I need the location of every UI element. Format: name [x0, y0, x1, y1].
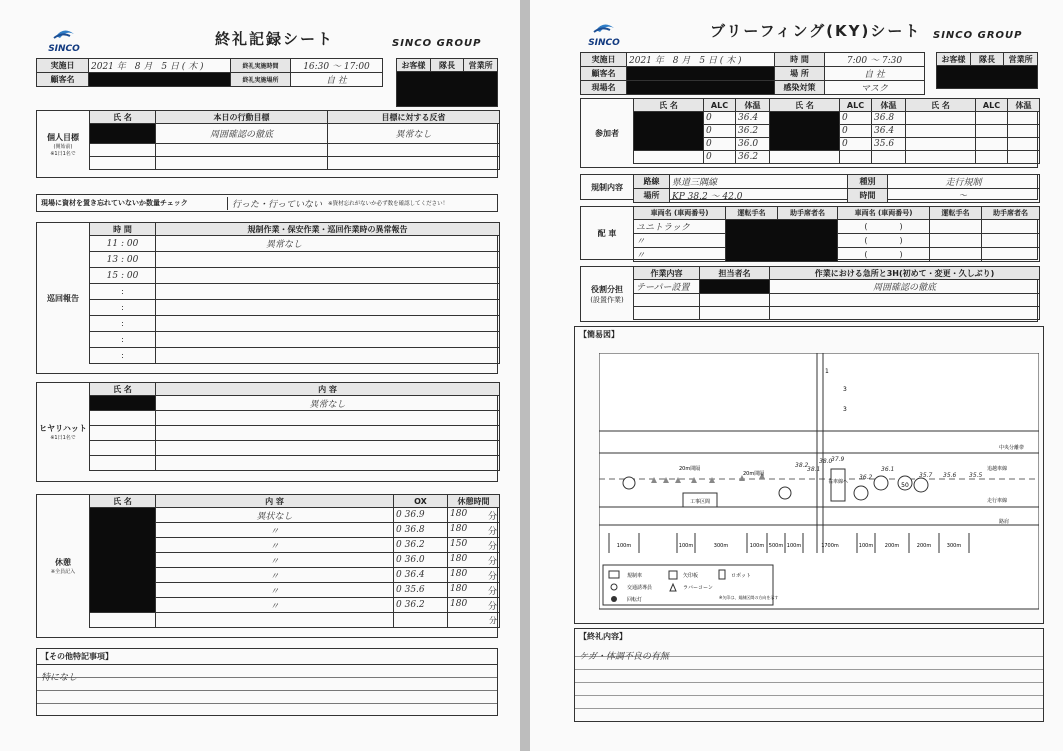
approval-leader: 隊長 — [970, 53, 1004, 66]
rest-time: 180 分 — [448, 553, 500, 568]
temp-value: 36.8 — [872, 112, 906, 125]
date-label: 実施日 — [581, 53, 627, 67]
vehicle-number: ( ) — [838, 248, 930, 262]
col-name: 氏 名 — [770, 99, 840, 112]
rest-content: 異状なし — [156, 508, 394, 523]
approval-leader: 隊長 — [430, 59, 464, 72]
attendees-table — [633, 98, 1040, 164]
group-name: SINCO GROUP — [933, 30, 1023, 41]
attendees-label: 参加者 — [595, 128, 619, 138]
col-vehicle: 車両名 (車両番号) — [634, 207, 726, 220]
temp-value: 36.2 — [736, 151, 770, 164]
patrol-time: : — [90, 300, 156, 316]
place-label: 場 所 — [775, 67, 825, 81]
road-diagram — [599, 353, 1039, 619]
col-name: 氏 名 — [90, 383, 156, 396]
point-value: 周囲確認の徹底 — [770, 280, 1040, 294]
patrol-time: 13 : 00 — [90, 252, 156, 268]
col-alc: ALC — [840, 99, 872, 112]
col-driver: 運転手名 — [930, 207, 982, 220]
infection-label: 感染対策 — [775, 81, 825, 95]
distance-label: 300m — [713, 543, 729, 549]
personal-goal-label: 個人目標 (開始前) ※1日1名で — [47, 132, 79, 157]
header-table — [580, 52, 925, 95]
client-redacted — [627, 67, 775, 81]
date-value: 2021 年 8 月 5 日 ( 木 ) — [89, 59, 231, 73]
approval-office: 営業所 — [1004, 53, 1038, 66]
col-alc: ALC — [976, 99, 1008, 112]
route-value: 県道三隅線 — [670, 175, 848, 189]
sinco-logo — [582, 20, 626, 48]
type-label: 種別 — [848, 175, 888, 189]
patrol-time: : — [90, 284, 156, 300]
col-rest-time: 休憩時間 — [448, 495, 500, 508]
reg-time-value: 〜 — [888, 189, 1040, 203]
name-redacted — [90, 124, 156, 144]
rest-time: 180 分 — [448, 583, 500, 598]
rest-ox: 0 36.2 — [394, 538, 448, 553]
reflect-value: 異常なし — [328, 124, 500, 144]
rest-ox: 0 36.4 — [394, 568, 448, 583]
col-temp: 体温 — [736, 99, 770, 112]
time-value: 16:30 〜 17:00 — [291, 59, 383, 73]
guard-icon — [611, 584, 617, 590]
sign-icon — [623, 477, 635, 489]
alc-value: 0 — [840, 112, 872, 125]
roles-table — [633, 266, 1040, 320]
interval-label: 20m間隔 — [679, 466, 701, 472]
work-zone-label: 工事区間 — [689, 499, 711, 505]
date-label: 実施日 — [37, 59, 89, 73]
no-entry-icon — [779, 487, 791, 499]
place-value: 自 社 — [825, 67, 925, 81]
rest-time: 180 分 — [448, 523, 500, 538]
col-reflect: 目標に対する反省 — [328, 111, 500, 124]
check-label: 現場に資材を置き忘れていないか数量チェック — [41, 199, 188, 207]
client-redacted — [89, 73, 231, 87]
approval-office: 営業所 — [464, 59, 498, 72]
approval-client: お客様 — [397, 59, 431, 72]
alc-value: 0 — [840, 125, 872, 138]
rest-content: 〃 — [156, 568, 394, 583]
goal-value: 周囲確認の徹底 — [156, 124, 328, 144]
route-label: 路線 — [634, 175, 670, 189]
col-content: 内 容 — [156, 495, 394, 508]
patrol-section — [36, 222, 498, 374]
diagram-section — [574, 326, 1044, 624]
rest-time: 分 — [448, 613, 500, 628]
patrol-time: : — [90, 332, 156, 348]
time-label: 終礼実施時間 — [231, 59, 291, 73]
rest-time: 150 分 — [448, 538, 500, 553]
location-value: KP 38.2 〜 42.0 — [670, 189, 848, 203]
legend-label: 規制車 — [627, 573, 643, 579]
col-point: 作業における急所と3H(初めて・変更・久しぶり) — [770, 267, 1040, 280]
name-redacted — [90, 396, 156, 411]
vehicles-section — [580, 206, 1038, 260]
temp-value: 36.4 — [736, 112, 770, 125]
approval-table — [396, 58, 498, 107]
temp-value: 36.4 — [872, 125, 906, 138]
col-person: 担当者名 — [700, 267, 770, 280]
other-notes-label: 【その他特記事項】 — [37, 649, 497, 665]
time-label: 時 間 — [775, 53, 825, 67]
drivers-redacted — [726, 220, 838, 262]
closing-record-sheet — [0, 0, 520, 751]
person-redacted — [700, 280, 770, 294]
legend-label: 交通誘導員 — [627, 585, 653, 591]
lane-label: 走行車線 — [987, 498, 1008, 504]
sign-icon — [874, 476, 888, 490]
check-value: 行った・行っていない — [227, 197, 328, 210]
material-check-row — [36, 194, 498, 212]
logo-text: SINCO — [588, 38, 620, 48]
rest-table — [89, 494, 500, 628]
alc-value: 0 — [840, 138, 872, 151]
approval-stamps-redacted — [397, 72, 498, 107]
sign-icon — [914, 478, 928, 492]
col-name: 氏 名 — [90, 111, 156, 124]
roles-section — [580, 266, 1038, 322]
col-name: 氏 名 — [90, 495, 156, 508]
patrol-label: 巡回報告 — [47, 293, 79, 303]
col-time: 時 間 — [90, 223, 156, 236]
col-ox: OX — [394, 495, 448, 508]
col-goal: 本日の行動目標 — [156, 111, 328, 124]
work-value: テーパー設置 — [634, 280, 700, 294]
kp-label: 38.0 — [819, 458, 833, 465]
distance-label: 1700m — [821, 543, 839, 549]
page-title: 終礼記録シート — [215, 30, 335, 48]
closing-content-value: ケガ・体調不良の有無 — [579, 652, 669, 662]
distance-label: 100m — [616, 543, 632, 549]
speed-text: 50 — [901, 482, 909, 489]
rest-ox: 0 36.2 — [394, 598, 448, 613]
place-value: 自 社 — [291, 73, 383, 87]
kp-label: 36.2 — [859, 474, 873, 481]
col-passenger: 助手席者名 — [982, 207, 1040, 220]
vehicle-name: ユニトラック — [634, 220, 726, 234]
temp-value: 36.2 — [736, 125, 770, 138]
approval-table — [936, 52, 1038, 89]
col-alc: ALC — [704, 99, 736, 112]
rest-content: 〃 — [156, 598, 394, 613]
sinco-logo — [42, 26, 86, 54]
temp-value: 35.6 — [872, 138, 906, 151]
robot-icon — [719, 570, 725, 579]
turn-sign-text: 右車線へ — [827, 479, 849, 485]
patrol-report: 異常なし — [156, 236, 500, 252]
legend-note: ※矢印は、規制区間の方向を示す — [719, 595, 779, 600]
distance-label: 100m — [858, 543, 874, 549]
col-vehicle: 車両名 (車両番号) — [838, 207, 930, 220]
closing-content-section — [574, 628, 1044, 722]
attendees-section — [580, 98, 1038, 168]
infection-value: マスク — [825, 81, 925, 95]
rest-content: 〃 — [156, 583, 394, 598]
col-content: 内 容 — [156, 383, 500, 396]
regulation-section — [580, 174, 1038, 200]
diagram-label: 【簡易図】 — [579, 330, 619, 339]
names-redacted — [90, 508, 156, 613]
near-miss-content: 異常なし — [156, 396, 500, 411]
distance-label: 100m — [678, 543, 694, 549]
distance-label: 100m — [749, 543, 765, 549]
briefing-ky-sheet — [530, 0, 1063, 751]
col-report: 規制作業・保安作業・巡回作業時の異常報告 — [156, 223, 500, 236]
alc-value: 0 — [704, 151, 736, 164]
col-name: 氏 名 — [634, 99, 704, 112]
col-temp: 体温 — [872, 99, 906, 112]
vehicle-number: ( ) — [838, 220, 930, 234]
regulation-table — [633, 174, 1040, 203]
kp-label: 35.6 — [943, 472, 957, 479]
distance-label: 200m — [916, 543, 932, 549]
patrol-time: : — [90, 348, 156, 364]
col-name: 氏 名 — [906, 99, 976, 112]
logo-text: SINCO — [48, 44, 80, 54]
alc-value: 0 — [704, 138, 736, 151]
vehicle-number: ( ) — [838, 234, 930, 248]
col-passenger: 助手席者名 — [778, 207, 838, 220]
temp-value: 36.0 — [736, 138, 770, 151]
rest-ox: 0 36.9 — [394, 508, 448, 523]
group-name: SINCO GROUP — [392, 38, 482, 49]
near-miss-section — [36, 382, 498, 482]
rest-content: 〃 — [156, 553, 394, 568]
shoulder-label: 路肩 — [999, 519, 1010, 525]
turn-sign — [831, 469, 845, 501]
patrol-table — [89, 222, 500, 364]
client-label: 顧客名 — [37, 73, 89, 87]
kp-label: 38.2 — [795, 462, 809, 469]
lane-count-label: 3 — [843, 406, 847, 413]
rest-time: 180 分 — [448, 568, 500, 583]
legend-label: ロボット — [731, 573, 752, 579]
sign-icon — [854, 486, 868, 500]
header-table — [36, 58, 383, 87]
distance-label: 200m — [884, 543, 900, 549]
regulation-car-icon — [609, 571, 619, 578]
personal-goal-section — [36, 110, 498, 178]
roles-label: 役割分担 (設置作業) — [590, 284, 624, 304]
near-miss-table — [89, 382, 500, 471]
kp-label: 37.9 — [831, 456, 845, 463]
distance-label: 100m — [786, 543, 802, 549]
interval-label: 20m間隔 — [743, 471, 765, 477]
closing-content-label: 【終礼内容】 — [579, 632, 627, 641]
rest-ox: 0 36.0 — [394, 553, 448, 568]
patrol-time: 15 : 00 — [90, 268, 156, 284]
site-label: 現場名 — [581, 81, 627, 95]
rest-content: 〃 — [156, 523, 394, 538]
check-note: ※資材忘れがないか必ず数を確認してください！ — [328, 201, 449, 207]
alc-value: 0 — [704, 125, 736, 138]
median-label: 中央分離帯 — [999, 445, 1025, 451]
legend-label: 回転灯 — [627, 597, 643, 603]
rest-label: 休憩 ※全員記入 — [50, 558, 76, 575]
kp-label: 36.1 — [881, 466, 895, 473]
kp-label: 35.5 — [969, 472, 983, 479]
lane-label: 追越車線 — [987, 466, 1008, 472]
alc-value: 0 — [704, 112, 736, 125]
personal-goal-table — [89, 110, 500, 170]
number-label: 1 — [825, 368, 829, 375]
kp-label: 35.7 — [919, 472, 933, 479]
rest-section — [36, 494, 498, 638]
approval-stamps-redacted — [937, 66, 1038, 89]
legend-label: 矢印板 — [683, 573, 699, 579]
lane-count-label: 3 — [843, 386, 847, 393]
rest-time: 180 分 — [448, 508, 500, 523]
vehicle-name: 〃 — [634, 248, 726, 262]
site-redacted — [627, 81, 775, 95]
distance-label: 500m — [768, 543, 784, 549]
rest-content: 〃 — [156, 538, 394, 553]
location-label: 場所 — [634, 189, 670, 203]
other-notes-value: 特になし — [41, 673, 78, 683]
col-driver: 運転手名 — [726, 207, 778, 220]
near-miss-label: ヒヤリハット ※1日1名で — [39, 424, 87, 441]
vehicles-table — [633, 206, 1040, 262]
vehicle-name: 〃 — [634, 234, 726, 248]
patrol-time: : — [90, 316, 156, 332]
col-temp: 体温 — [1008, 99, 1040, 112]
reg-time-label: 時間 — [848, 189, 888, 203]
rest-ox: 0 35.6 — [394, 583, 448, 598]
date-value: 2021 年 8 月 5 日 ( 木 ) — [627, 53, 775, 67]
type-value: 走行規制 — [888, 175, 1040, 189]
other-notes-section — [36, 648, 498, 716]
place-label: 終礼実施場所 — [231, 73, 291, 87]
names-redacted — [634, 112, 704, 151]
page-title: ブリーフィング(KY)シート — [710, 22, 922, 40]
approval-client: お客様 — [937, 53, 971, 66]
rest-ox: 0 36.8 — [394, 523, 448, 538]
patrol-time: 11 : 00 — [90, 236, 156, 252]
kp-label: 38.1 — [807, 466, 821, 473]
distance-label: 300m — [946, 543, 962, 549]
rest-time: 180 分 — [448, 598, 500, 613]
vehicles-label: 配 車 — [597, 228, 617, 238]
regulation-label: 規制内容 — [591, 182, 623, 192]
col-work: 作業内容 — [634, 267, 700, 280]
client-label: 顧客名 — [581, 67, 627, 81]
arrow-board-icon — [669, 571, 677, 579]
rotating-light-icon — [611, 596, 617, 602]
names-redacted — [770, 112, 840, 151]
time-value: 7:00 〜 7:30 — [825, 53, 925, 67]
legend-label: ラバーコーン — [683, 585, 713, 591]
